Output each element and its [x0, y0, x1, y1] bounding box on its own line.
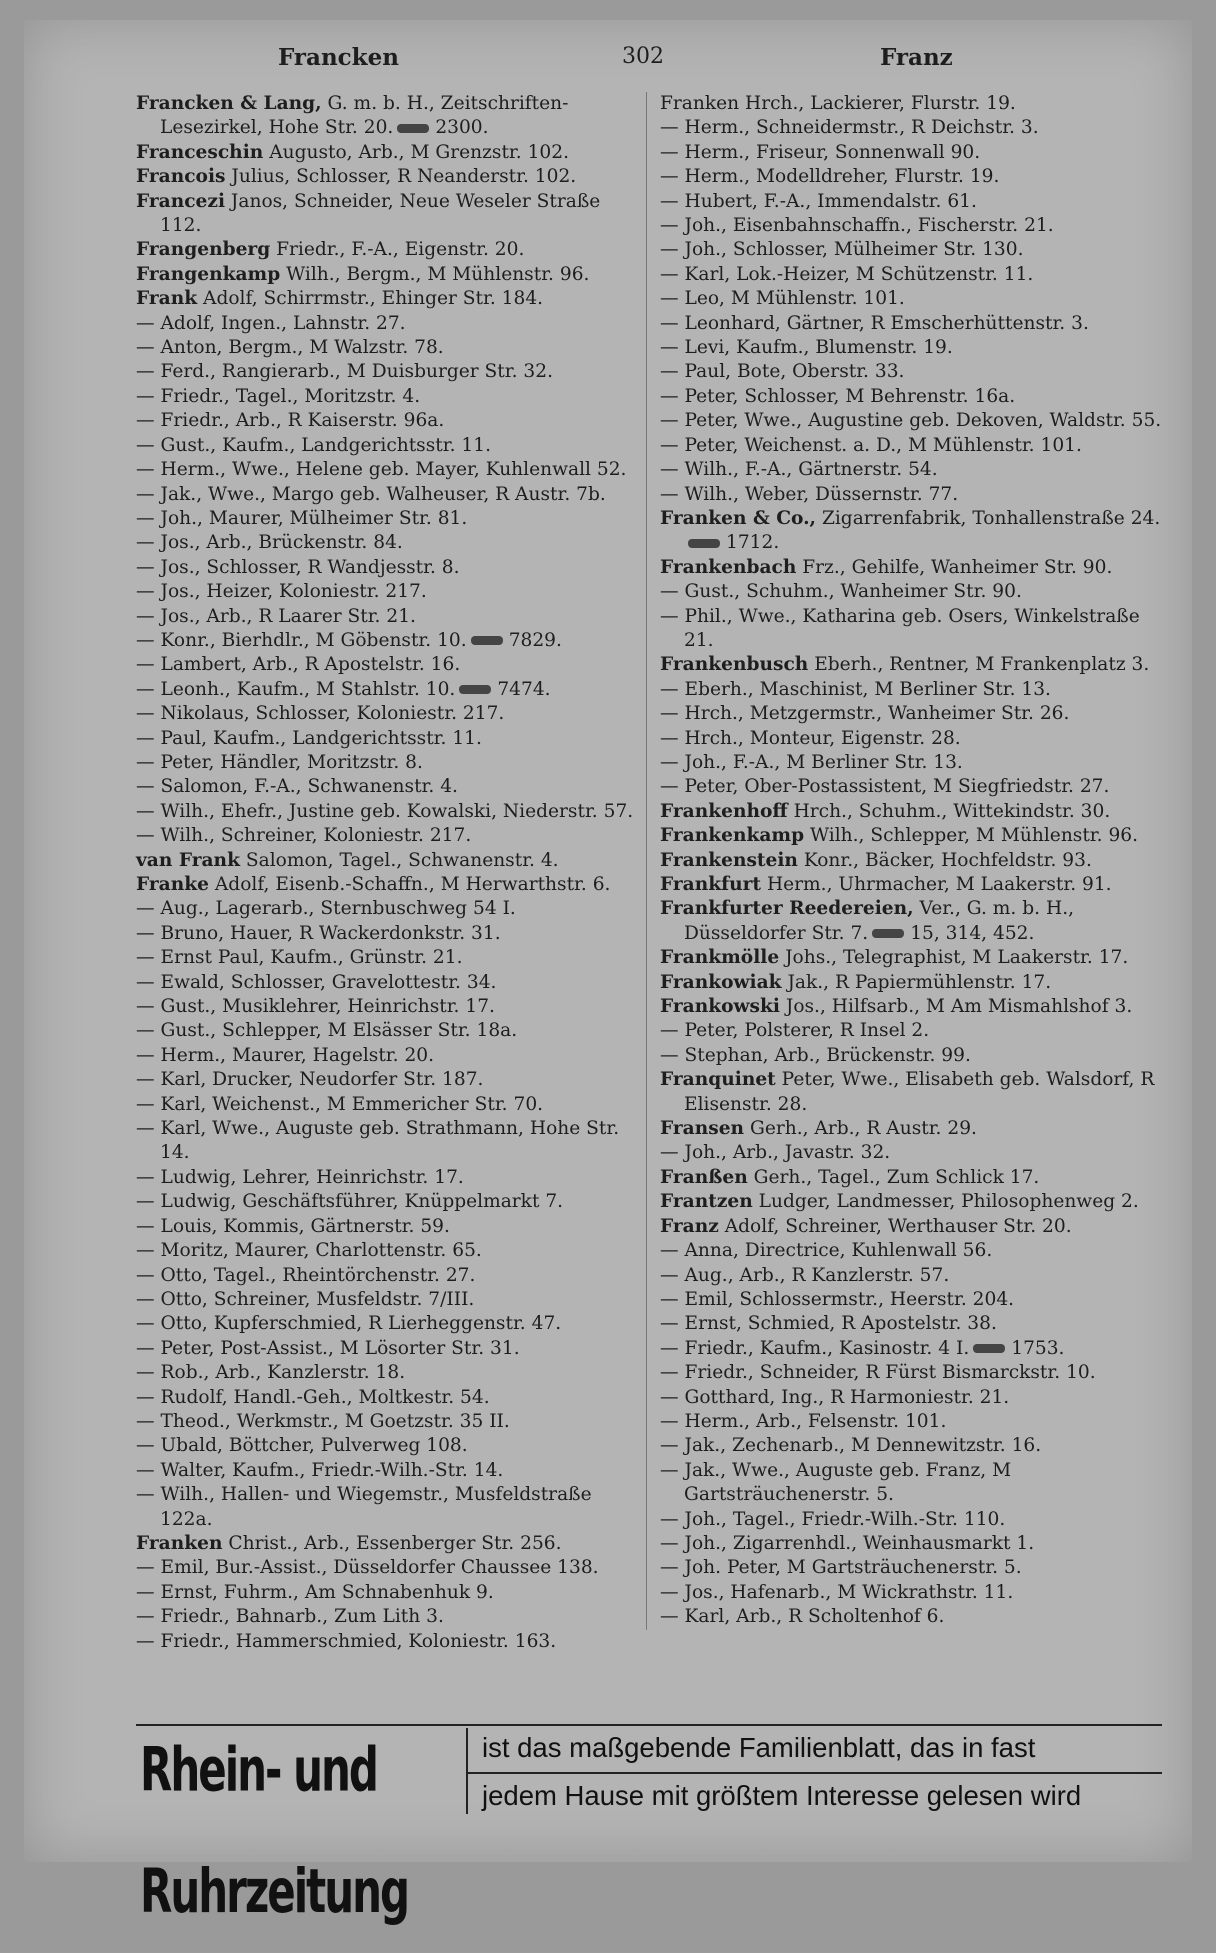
entry-surname: Franken & Co.,	[660, 507, 817, 529]
entry-details: — Rudolf, Handl.-Geh., Moltkestr. 54.	[136, 1386, 490, 1408]
directory-entry	[136, 1239, 636, 1263]
entry-surname: Frangenkamp	[136, 263, 281, 285]
entry-details: — Anton, Bergm., M Walzstr. 78.	[136, 337, 444, 359]
telephone-icon	[973, 1344, 1005, 1353]
directory-entry	[136, 1605, 636, 1629]
directory-entry	[136, 263, 636, 287]
directory-entry	[660, 92, 1172, 116]
directory-entry	[136, 751, 636, 775]
directory-entry	[660, 1019, 1172, 1043]
directory-entry	[660, 1288, 1172, 1312]
directory-entry	[660, 507, 1172, 556]
entry-details: G. m. b. H., Zeitschriften-Lesezirkel, Hohe Str. 20.	[160, 93, 569, 139]
entry-details: — Karl, Arb., R Scholtenhof 6.	[660, 1606, 945, 1628]
entry-details: Janos, Schneider, Neue Weseler Straße 112.	[160, 190, 601, 237]
ad-title: Rhein- und Ruhrzeitung	[140, 1733, 409, 1927]
directory-entry	[660, 1556, 1172, 1580]
directory-entry	[660, 1508, 1172, 1532]
directory-entry	[660, 190, 1172, 214]
directory-entry	[136, 1190, 636, 1214]
entry-surname: Frank	[136, 288, 198, 310]
entry-details: Johs., Telegraphist, M Laakerstr. 17.	[779, 947, 1129, 969]
directory-entry	[136, 1483, 636, 1532]
ad-line-2: jedem Hause mit größtem Interesse gelesen wird	[482, 1780, 1082, 1811]
entry-details: — Hrch., Monteur, Eigenstr. 28.	[660, 727, 961, 749]
right-column	[660, 92, 1172, 1630]
directory-entry	[660, 751, 1172, 775]
directory-entry	[136, 92, 636, 141]
entry-details: Adolf, Schreiner, Werthauser Str. 20.	[718, 1215, 1072, 1237]
directory-entry	[660, 1434, 1172, 1458]
entry-details: — Peter, Polsterer, R Insel 2.	[660, 1020, 930, 1042]
directory-entry	[136, 1166, 636, 1190]
entry-details: — Friedr., Hammerschmied, Koloniestr. 163.	[136, 1630, 557, 1652]
entry-details: Friedr., F.-A., Eigenstr. 20.	[270, 239, 525, 261]
header-right-keyword: Franz	[880, 44, 953, 71]
entry-details: — Ewald, Schlosser, Gravelottestr. 34.	[136, 971, 497, 993]
entry-details: Peter, Wwe., Elisabeth geb. Walsdorf, R Elisenstr. 28.	[684, 1069, 1155, 1115]
column-divider	[646, 92, 647, 1630]
entry-details: — Ernst, Fuhrm., Am Schnabenhuk 9.	[136, 1581, 494, 1603]
entry-details: — Joh., Zigarrenhdl., Weinhausmarkt 1.	[660, 1532, 1035, 1554]
directory-entry	[660, 1459, 1172, 1508]
directory-entry	[660, 897, 1172, 946]
directory-entry	[660, 165, 1172, 189]
directory-entry	[660, 1141, 1172, 1165]
entry-details: — Stephan, Arb., Brückenstr. 99.	[660, 1044, 971, 1066]
entry-details: — Gotthard, Ing., R Harmoniestr. 21.	[660, 1386, 1010, 1408]
ad-line-1: ist das maßgebende Familienblatt, das in fast	[482, 1732, 1036, 1763]
directory-entry	[660, 1605, 1172, 1629]
entry-details: — Peter, Wwe., Augustine geb. Dekoven, Waldstr. 55.	[660, 410, 1162, 432]
entry-details: Jak., R Papiermühlenstr. 17.	[781, 971, 1052, 993]
directory-entry	[136, 946, 636, 970]
directory-entry	[660, 1264, 1172, 1288]
directory-entry	[136, 1581, 636, 1605]
telephone-number: 7829.	[508, 629, 562, 651]
directory-entry	[136, 824, 636, 848]
entry-details: — Paul, Kaufm., Landgerichtsstr. 11.	[136, 727, 482, 749]
directory-entry	[136, 922, 636, 946]
directory-entry	[660, 1215, 1172, 1239]
entry-details: — Adolf, Ingen., Lahnstr. 27.	[136, 312, 406, 334]
directory-entry	[136, 1434, 636, 1458]
directory-entry	[136, 190, 636, 239]
entry-details: Herm., Uhrmacher, M Laakerstr. 91.	[761, 874, 1112, 895]
entry-details: — Ernst, Schmied, R Apostelstr. 38.	[660, 1313, 997, 1335]
entry-details: — Joh., Maurer, Mülheimer Str. 81.	[136, 507, 468, 529]
telephone-number: 1712.	[726, 532, 780, 554]
entry-surname: Frangenberg	[136, 239, 271, 261]
directory-entry	[136, 629, 636, 653]
directory-entry	[136, 507, 636, 531]
entry-details: — Bruno, Hauer, R Wackerdonkstr. 31.	[136, 922, 501, 944]
directory-entry	[136, 1117, 636, 1166]
directory-entry	[136, 409, 636, 433]
directory-entry	[660, 1044, 1172, 1068]
entry-surname: Frantzen	[660, 1191, 753, 1213]
directory-entry	[660, 1312, 1172, 1336]
entry-details: Franken Hrch., Lackierer, Flurstr. 19.	[660, 93, 1016, 114]
directory-entry	[660, 483, 1172, 507]
entry-details: — Theod., Werkmstr., M Goetzstr. 35 II.	[136, 1410, 510, 1432]
directory-entry	[660, 1190, 1172, 1214]
telephone-icon	[459, 685, 491, 694]
entry-details: Eberh., Rentner, M Frankenplatz 3.	[808, 654, 1150, 676]
entry-details: — Joh., Schlosser, Mülheimer Str. 130.	[660, 239, 1024, 261]
entry-details: Gerh., Arb., R Austr. 29.	[744, 1118, 977, 1140]
directory-entry	[660, 702, 1172, 726]
entry-surname: Frankenkamp	[660, 825, 805, 847]
entry-details: — Jak., Wwe., Auguste geb. Franz, M Gartsträuchenerstr. 5.	[660, 1459, 1012, 1506]
directory-entry	[136, 580, 636, 604]
entry-details: — Jak., Zechenarb., M Dennewitzstr. 16.	[660, 1435, 1042, 1457]
entry-surname: Frankowiak	[660, 971, 782, 993]
directory-entry	[136, 165, 636, 189]
entry-surname: Francezi	[136, 190, 226, 212]
directory-entry	[136, 873, 636, 897]
directory-entry	[136, 1093, 636, 1117]
entry-details: — Nikolaus, Schlosser, Koloniestr. 217.	[136, 703, 505, 725]
entry-details: — Herm., Wwe., Helene geb. Mayer, Kuhlenwall 52.	[136, 459, 627, 481]
directory-entry	[136, 238, 636, 262]
directory-entry	[660, 605, 1172, 654]
entry-details: — Peter, Händler, Moritzstr. 8.	[136, 751, 423, 773]
directory-entry	[660, 1068, 1172, 1117]
directory-entry	[660, 458, 1172, 482]
directory-entry	[136, 1044, 636, 1068]
entry-details: — Jos., Arb., Brückenstr. 84.	[136, 532, 403, 554]
entry-details: — Jak., Wwe., Margo geb. Walheuser, R Austr. 7b.	[136, 483, 606, 505]
telephone-number: 15, 314, 452.	[910, 922, 1035, 944]
entry-details: — Ludwig, Lehrer, Heinrichstr. 17.	[136, 1166, 464, 1188]
entry-details: Jos., Hilfsarb., M Am Mismahlshof 3.	[779, 996, 1133, 1018]
entry-details: — Rob., Arb., Kanzlerstr. 18.	[136, 1362, 406, 1384]
entry-details: — Karl, Wwe., Auguste geb. Strathmann, Hohe Str. 14.	[136, 1118, 620, 1164]
directory-entry	[660, 385, 1172, 409]
entry-details: Adolf, Eisenb.-Schaffn., M Herwarthstr. 6.	[208, 874, 611, 895]
directory-entry	[136, 605, 636, 629]
entry-details: — Jos., Heizer, Koloniestr. 217.	[136, 581, 427, 603]
entry-details: — Peter, Ober-Postassistent, M Siegfriedstr. 27.	[660, 776, 1110, 798]
entry-details: — Friedr., Tagel., Moritzstr. 4.	[136, 385, 421, 407]
ad-vertical-rule	[466, 1728, 468, 1814]
directory-entry	[660, 116, 1172, 140]
directory-entry	[660, 849, 1172, 873]
entry-details: — Otto, Tagel., Rheintörchenstr. 27.	[136, 1264, 476, 1286]
entry-surname: Frankfurt	[660, 874, 762, 895]
entry-details: — Wilh., Hallen- und Wiegemstr., Musfeldstraße 122a.	[136, 1484, 592, 1530]
directory-entry	[136, 775, 636, 799]
directory-entry	[136, 1361, 636, 1385]
entry-details: — Levi, Kaufm., Blumenstr. 19.	[660, 337, 953, 359]
directory-entry	[660, 971, 1172, 995]
entry-details: — Gust., Schuhm., Wanheimer Str. 90.	[660, 581, 1022, 603]
directory-entry	[136, 1288, 636, 1312]
directory-entry	[660, 946, 1172, 970]
directory-entry	[136, 434, 636, 458]
directory-entry	[136, 556, 636, 580]
entry-details: Augusto, Arb., M Grenzstr. 102.	[263, 141, 569, 163]
entry-details: — Peter, Schlosser, M Behrenstr. 16a.	[660, 385, 1016, 407]
directory-entry	[660, 800, 1172, 824]
entry-details: — Anna, Directrice, Kuhlenwall 56.	[660, 1240, 993, 1262]
entry-details: — Joh., Arb., Javastr. 32.	[660, 1142, 891, 1164]
entry-details: Adolf, Schirrmstr., Ehinger Str. 184.	[197, 288, 544, 310]
entry-details: Konr., Bäcker, Hochfeldstr. 93.	[797, 849, 1092, 871]
directory-entry	[660, 1166, 1172, 1190]
entry-details: Zigarrenfabrik, Tonhallenstraße 24.	[816, 507, 1161, 529]
page-number: 302	[622, 44, 664, 69]
entry-details: — Peter, Post-Assist., M Lösorter Str. 31.	[136, 1337, 520, 1359]
entry-details: Ludger, Landmesser, Philosophenweg 2.	[752, 1191, 1139, 1213]
directory-entry	[136, 1312, 636, 1336]
directory-entry	[136, 531, 636, 555]
directory-entry	[136, 287, 636, 311]
entry-details: — Eberh., Maschinist, M Berliner Str. 13.	[660, 678, 1051, 700]
entry-details: — Ernst Paul, Kaufm., Grünstr. 21.	[136, 947, 463, 969]
entry-surname: Frankenbusch	[660, 654, 809, 676]
directory-entry	[660, 678, 1172, 702]
entry-details: — Herm., Arb., Felsenstr. 101.	[660, 1410, 947, 1432]
entry-details: — Otto, Schreiner, Musfeldstr. 7/III.	[136, 1288, 475, 1310]
left-column	[136, 92, 636, 1654]
directory-entry	[136, 1215, 636, 1239]
directory-entry	[136, 800, 636, 824]
directory-entry	[660, 727, 1172, 751]
entry-details: — Hubert, F.-A., Immendalstr. 61.	[660, 190, 977, 212]
entry-surname: Frankenstein	[660, 849, 798, 871]
entry-details: — Leonhard, Gärtner, R Emscherhüttenstr. 3.	[660, 312, 1089, 334]
entry-details: — Friedr., Kaufm., Kasinostr. 4 I.	[660, 1337, 970, 1359]
entry-details: — Peter, Weichenst. a. D., M Mühlenstr. 101.	[660, 434, 1082, 456]
entry-details: — Phil., Wwe., Katharina geb. Osers, Winkelstraße 21.	[660, 605, 1140, 651]
entry-surname: Francken & Lang,	[136, 93, 322, 114]
directory-entry	[136, 1019, 636, 1043]
directory-entry	[660, 312, 1172, 336]
entry-details: — Aug., Lagerarb., Sternbuschweg 54 I.	[136, 898, 516, 920]
entry-surname: Franken	[136, 1532, 223, 1554]
ad-middle-rule	[468, 1772, 1162, 1774]
directory-entry	[660, 1386, 1172, 1410]
entry-details: — Walter, Kaufm., Friedr.-Wilh.-Str. 14.	[136, 1459, 504, 1481]
entry-details: — Leonh., Kaufm., M Stahlstr. 10.	[136, 678, 456, 700]
directory-entry	[136, 385, 636, 409]
entry-details: — Louis, Kommis, Gärtnerstr. 59.	[136, 1215, 450, 1237]
directory-entry	[660, 653, 1172, 677]
directory-entry	[660, 287, 1172, 311]
entry-surname: Frankenbach	[660, 556, 797, 578]
directory-entry	[136, 360, 636, 384]
telephone-number: 7474.	[497, 678, 551, 700]
entry-surname: Frankenhoff	[660, 800, 788, 822]
entry-surname: Franke	[136, 874, 209, 895]
entry-details: — Paul, Bote, Oberstr. 33.	[660, 361, 905, 383]
entry-details: — Moritz, Maurer, Charlottenstr. 65.	[136, 1240, 482, 1262]
entry-details: — Joh., F.-A., M Berliner Str. 13.	[660, 751, 963, 773]
entry-details: — Konr., Bierhdlr., M Göbenstr. 10.	[136, 629, 467, 651]
entry-details: Hrch., Schuhm., Wittekindstr. 30.	[787, 800, 1111, 822]
entry-details: — Karl, Drucker, Neudorfer Str. 187.	[136, 1069, 484, 1091]
directory-entry	[660, 141, 1172, 165]
telephone-icon	[688, 539, 720, 548]
entry-details: Wilh., Schlepper, M Mühlenstr. 96.	[804, 825, 1139, 847]
entry-details: — Lambert, Arb., R Apostelstr. 16.	[136, 654, 461, 676]
directory-entry	[660, 580, 1172, 604]
directory-entry	[136, 971, 636, 995]
directory-entry	[660, 238, 1172, 262]
directory-entry	[660, 336, 1172, 360]
directory-entry	[660, 1239, 1172, 1263]
directory-entry	[136, 897, 636, 921]
entry-surname: Frankowski	[660, 996, 780, 1018]
entry-details: Julius, Schlosser, R Neanderstr. 102.	[225, 166, 577, 188]
directory-entry	[136, 1630, 636, 1654]
entry-details: — Gust., Schlepper, M Elsässer Str. 18a.	[136, 1020, 518, 1042]
directory-entry	[136, 483, 636, 507]
directory-entry	[660, 360, 1172, 384]
entry-details: — Wilh., Schreiner, Koloniestr. 217.	[136, 825, 472, 847]
entry-details: — Ludwig, Geschäftsführer, Knüppelmarkt 7.	[136, 1191, 564, 1213]
directory-entry	[660, 1532, 1172, 1556]
entry-details: Wilh., Bergm., M Mühlenstr. 96.	[280, 263, 590, 285]
entry-details: Salomon, Tagel., Schwanenstr. 4.	[239, 849, 559, 871]
telephone-number: 2300.	[435, 117, 489, 139]
directory-entry	[136, 1337, 636, 1361]
telephone-icon	[471, 636, 503, 645]
entry-surname: Franquinet	[660, 1069, 776, 1091]
telephone-icon	[872, 929, 904, 938]
entry-details: — Emil, Schlossermstr., Heerstr. 204.	[660, 1288, 1015, 1310]
directory-entry	[136, 678, 636, 702]
entry-details: — Wilh., F.-A., Gärtnerstr. 54.	[660, 459, 938, 481]
directory-entry	[136, 1068, 636, 1092]
header-left-keyword: Francken	[278, 44, 399, 71]
entry-details: — Jos., Schlosser, R Wandjesstr. 8.	[136, 556, 460, 578]
directory-entry	[660, 1410, 1172, 1434]
directory-entry	[136, 312, 636, 336]
directory-entry	[136, 1264, 636, 1288]
directory-entry	[136, 849, 636, 873]
entry-details: — Gust., Musiklehrer, Heinrichstr. 17.	[136, 996, 495, 1018]
directory-entry	[136, 653, 636, 677]
directory-entry	[660, 214, 1172, 238]
directory-entry	[660, 1117, 1172, 1141]
directory-entry	[660, 1361, 1172, 1385]
directory-entry	[660, 556, 1172, 580]
entry-details: — Joh. Peter, M Gartsträuchenerstr. 5.	[660, 1557, 1022, 1579]
entry-details: — Jos., Arb., R Laarer Str. 21.	[136, 605, 416, 627]
entry-surname: Frankfurter Reedereien,	[660, 898, 914, 920]
entry-details: — Karl, Lok.-Heizer, M Schützenstr. 11.	[660, 263, 1034, 285]
entry-details: — Hrch., Metzgermstr., Wanheimer Str. 26.	[660, 703, 1070, 725]
directory-entry	[660, 434, 1172, 458]
directory-entry	[660, 263, 1172, 287]
directory-entry	[660, 775, 1172, 799]
entry-surname: Francois	[136, 166, 226, 188]
directory-entry	[136, 458, 636, 482]
directory-entry	[136, 1386, 636, 1410]
directory-entry	[136, 727, 636, 751]
entry-surname: Franßen	[660, 1166, 748, 1188]
entry-details: — Joh., Eisenbahnschaffn., Fischerstr. 21.	[660, 215, 1054, 237]
entry-details: — Salomon, F.-A., Schwanenstr. 4.	[136, 776, 458, 798]
entry-details: — Jos., Hafenarb., M Wickrathstr. 11.	[660, 1581, 1014, 1603]
entry-details: Ver., G. m. b. H., Düsseldorfer Str. 7.	[684, 898, 1075, 944]
advertisement	[136, 1728, 1166, 1927]
entry-details: — Ferd., Rangierarb., M Duisburger Str. 32.	[136, 361, 553, 383]
directory-entry	[136, 1556, 636, 1580]
entry-surname: Fransen	[660, 1118, 745, 1140]
entry-details: — Herm., Friseur, Sonnenwall 90.	[660, 141, 981, 163]
directory-entry	[136, 1532, 636, 1556]
directory-entry	[136, 336, 636, 360]
entry-details: — Joh., Tagel., Friedr.-Wilh.-Str. 110.	[660, 1508, 1006, 1530]
entry-details: Christ., Arb., Essenberger Str. 256.	[222, 1532, 562, 1554]
entry-details: — Karl, Weichenst., M Emmericher Str. 70.	[136, 1093, 544, 1115]
telephone-icon	[397, 124, 429, 133]
entry-surname: Frankmölle	[660, 947, 780, 969]
directory-entry	[136, 702, 636, 726]
entry-details: — Herm., Maurer, Hagelstr. 20.	[136, 1044, 435, 1066]
entry-details: — Friedr., Arb., R Kaiserstr. 96a.	[136, 410, 445, 432]
entry-details: — Gust., Kaufm., Landgerichtsstr. 11.	[136, 434, 491, 456]
directory-entry	[660, 995, 1172, 1019]
entry-surname: van Frank	[136, 849, 240, 871]
directory-entry	[136, 995, 636, 1019]
directory-entry	[136, 141, 636, 165]
entry-details: — Friedr., Schneider, R Fürst Bismarckstr. 10.	[660, 1362, 1096, 1384]
directory-entry	[136, 1459, 636, 1483]
directory-entry	[660, 1581, 1172, 1605]
entry-surname: Franceschin	[136, 141, 264, 163]
telephone-number: 1753.	[1011, 1337, 1065, 1359]
entry-details: — Friedr., Bahnarb., Zum Lith 3.	[136, 1606, 444, 1628]
entry-details: — Wilh., Weber, Düssernstr. 77.	[660, 483, 959, 505]
directory-entry	[660, 409, 1172, 433]
entry-details: — Emil, Bur.-Assist., Düsseldorfer Chaussee 138.	[136, 1557, 599, 1579]
entry-details: — Aug., Arb., R Kanzlerstr. 57.	[660, 1264, 950, 1286]
entry-details: Frz., Gehilfe, Wanheimer Str. 90.	[796, 556, 1113, 578]
entry-details: — Leo, M Mühlenstr. 101.	[660, 288, 905, 310]
entry-details: — Otto, Kupferschmied, R Lierheggenstr. 47.	[136, 1313, 562, 1335]
page-header	[128, 44, 1168, 80]
entry-details: — Ubald, Böttcher, Pulverweg 108.	[136, 1435, 468, 1457]
entry-details: — Herm., Modelldreher, Flurstr. 19.	[660, 166, 1000, 188]
directory-entry	[660, 1337, 1172, 1361]
entry-details: — Herm., Schneidermstr., R Deichstr. 3.	[660, 117, 1039, 139]
directory-entry	[660, 824, 1172, 848]
entry-surname: Franz	[660, 1215, 719, 1237]
entry-details: — Wilh., Ehefr., Justine geb. Kowalski, Niederstr. 57.	[136, 800, 634, 822]
directory-entry	[660, 873, 1172, 897]
directory-entry	[136, 1410, 636, 1434]
entry-details: Gerh., Tagel., Zum Schlick 17.	[747, 1166, 1040, 1188]
